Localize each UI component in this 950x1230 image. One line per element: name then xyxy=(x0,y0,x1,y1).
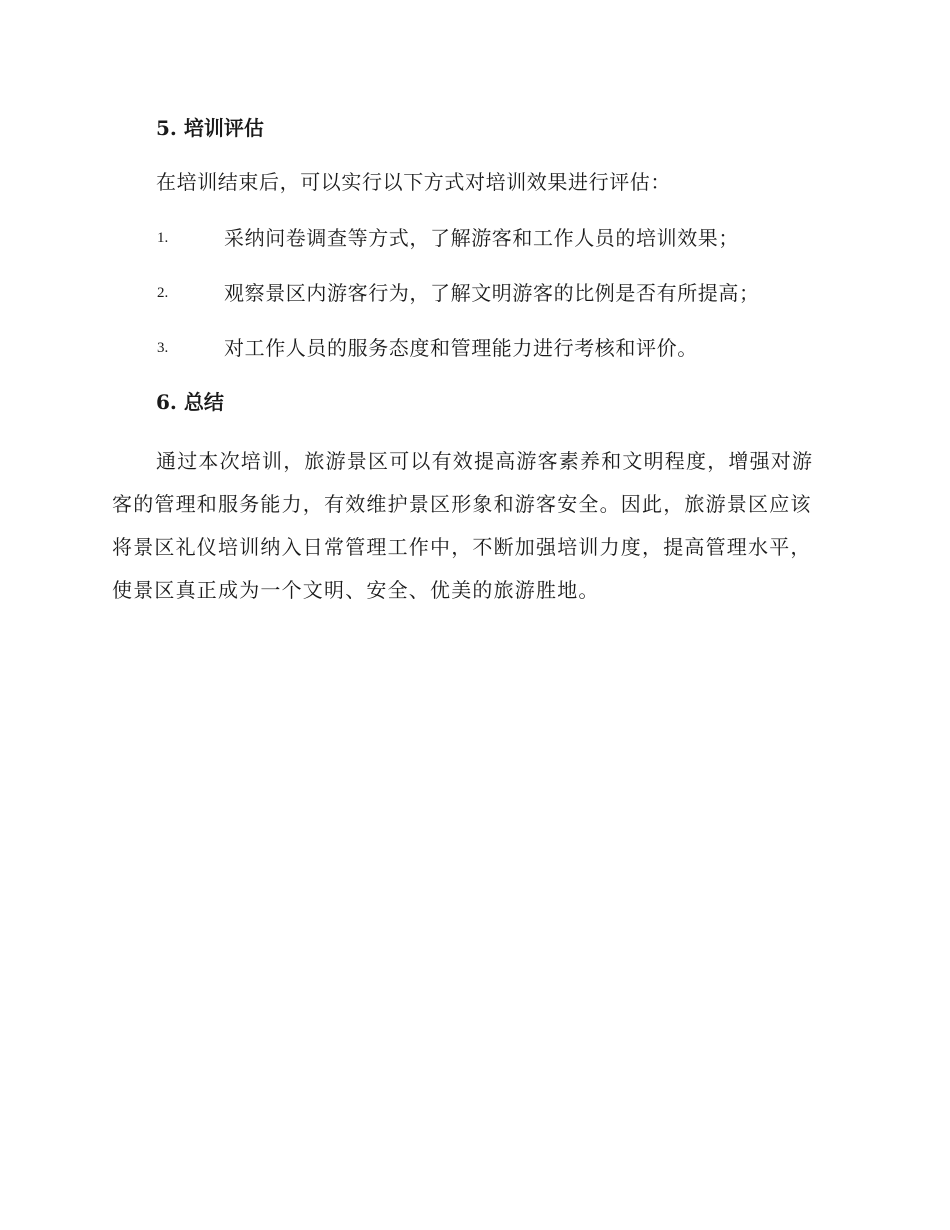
section-6-heading: 6. 总结 xyxy=(156,390,224,414)
list-number-3: 3. xyxy=(157,340,169,356)
summary-line-1: 通过本次培训，旅游景区可以有效提高游客素养和文明程度，增强对游 xyxy=(156,449,814,473)
summary-line-3: 将景区礼仪培训纳入日常管理工作中，不断加强培训力度，提高管理水平， xyxy=(112,535,812,559)
summary-line-4: 使景区真正成为一个文明、安全、优美的旅游胜地。 xyxy=(112,578,600,602)
list-number-1: 1. xyxy=(157,230,169,246)
summary-line-2: 客的管理和服务能力，有效维护景区形象和游客安全。因此，旅游景区应该 xyxy=(112,492,812,516)
list-item-2: 观察景区内游客行为，了解文明游客的比例是否有所提高； xyxy=(224,281,760,305)
list-item-3: 对工作人员的服务态度和管理能力进行考核和评价。 xyxy=(224,336,698,360)
section-5-heading: 5. 培训评估 xyxy=(156,116,264,140)
section-5-intro: 在培训结束后，可以实行以下方式对培训效果进行评估： xyxy=(156,170,671,194)
list-item-1: 采纳问卷调查等方式，了解游客和工作人员的培训效果； xyxy=(224,226,739,250)
summary-paragraph xyxy=(112,440,842,612)
list-number-2: 2. xyxy=(157,285,169,301)
